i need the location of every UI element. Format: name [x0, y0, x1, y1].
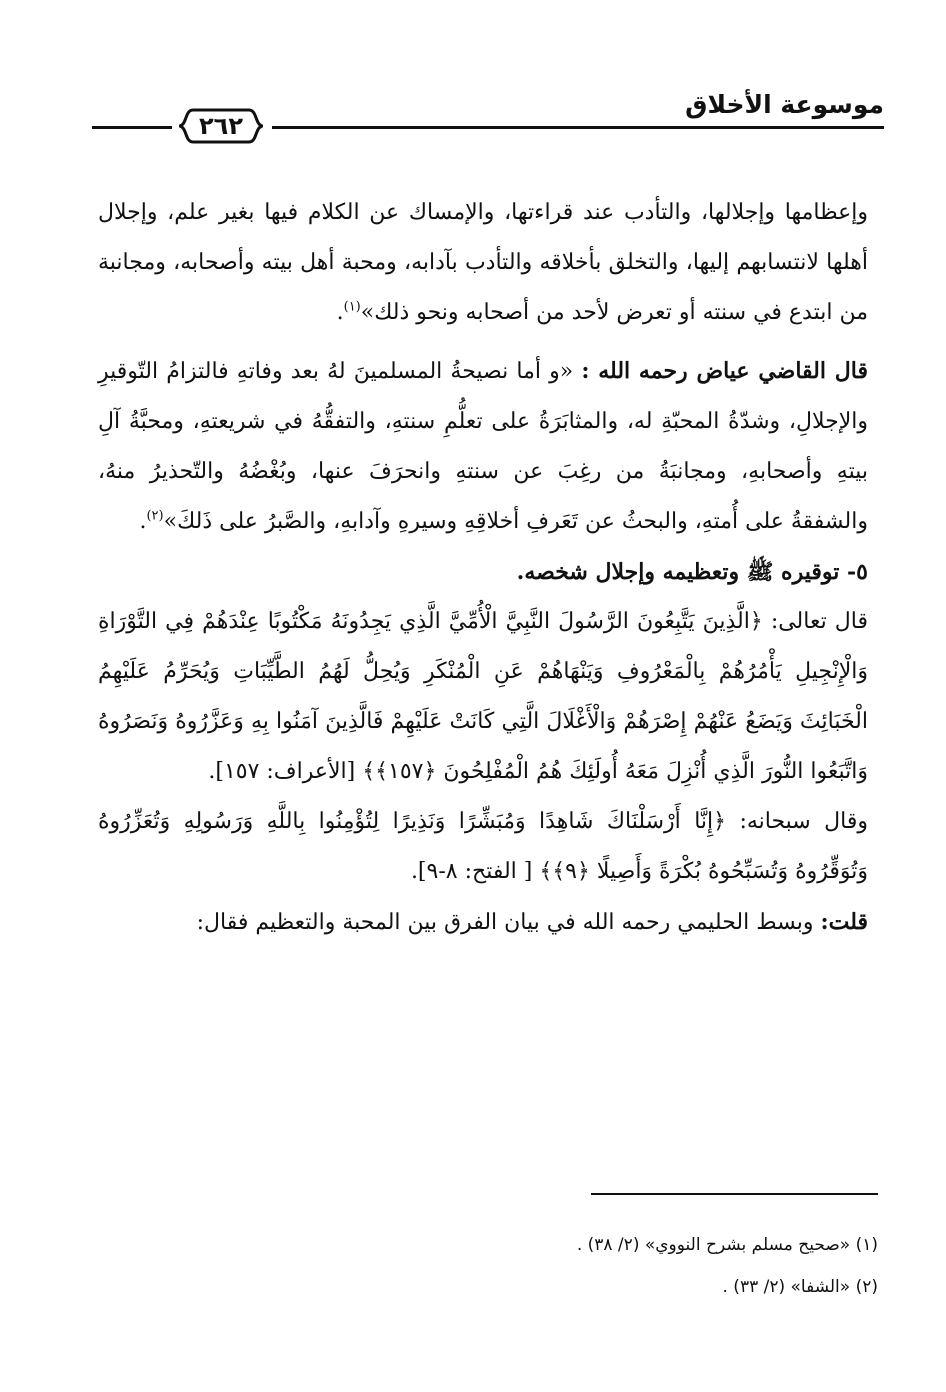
- header-rule-long: [272, 126, 884, 129]
- paragraph-3: [98, 597, 868, 797]
- paragraph-5: [98, 897, 868, 948]
- footnote-separator: [591, 1193, 878, 1195]
- main-text: [98, 188, 868, 948]
- paragraph-4-lead: وقال سبحانه:: [739, 809, 868, 834]
- verse-reference-fath: [ الفتح: ٨-٩].: [410, 859, 540, 884]
- paragraph-2: [98, 346, 868, 547]
- verse-reference-araf: [الأعراف: ١٥٧].: [208, 759, 363, 784]
- section-heading: ٥- توقيره ﷺ وتعظيمه وإجلال شخصه.: [516, 559, 868, 585]
- footnote-2: (٢) «الشفا» (٢/ ٣٣) .: [722, 1277, 878, 1297]
- qultu-lead: قلت:: [820, 909, 868, 935]
- paragraph-1-end: .: [336, 300, 344, 325]
- footnote-ref-1: (١): [343, 299, 361, 315]
- paragraph-3-lead: قال تعالى:: [770, 609, 868, 634]
- footnotes: [98, 1224, 878, 1308]
- quran-verse-fath: ﴿إِنَّا أَرْسَلْنَاكَ شَاهِدًا وَمُبَشِّرًا وَنَذِيرًا لِتُؤْمِنُوا بِاللَّهِ وَرَسُولِهِ وَتُعَزِّرُوهُ وَتُوَقِّرُوهُ وَتُسَبِّحُوهُ بُكْرَةً وَأَصِيلًا ﴿٩﴾﴾: [98, 809, 868, 884]
- paragraph-1: [98, 188, 868, 338]
- paragraph-4: [98, 797, 868, 897]
- header-rule-short: [92, 126, 172, 129]
- page-number: ٢٦٢: [199, 112, 243, 140]
- footnote-ref-2: (٢): [146, 508, 164, 524]
- paragraph-5-text: وبسط الحليمي رحمه الله في بيان الفرق بين المحبة والتعظيم فقال:: [196, 910, 821, 935]
- paragraph-2-end: .: [139, 509, 147, 534]
- qadi-iyad-lead: قال القاضي عياض رحمه الله :: [581, 358, 868, 384]
- footnote-1: (١) «صحيح مسلم بشرح النووي» (٢/ ٣٨) .: [576, 1235, 878, 1255]
- running-title: موسوعة الأخلاق: [685, 90, 884, 119]
- paragraph-2-text: «و أما نصيحةُ المسلمينَ لهُ بعد وفاتهِ فالتزامُ التّوقيرِ والإجلالِ، وشدّةُ المحبّةِ له، والمثابَرَةُ على تعلُّمِ سنتهِ، والتفقُّهُ في شريعتهِ، ومحبَّةُ آلِ بيتهِ وأصحابهِ، ومجانبَةُ من رغِبَ عن سنتهِ وانحرَفَ عنها، وبُغْضُهُ والتّحذيرُ منهُ، والشفقةُ على أُمتهِ، والبحثُ عن تَعَرفِ أخلاقِهِ وسيرهِ وآدابهِ، والصَّبرُ على ذَلكَ»: [98, 359, 868, 534]
- page-number-badge: [179, 104, 263, 148]
- paragraph-1-text: وإعظامها وإجلالها، والتأدب عند قراءتها، والإمساك عن الكلام فيها بغير علم، وإجلال أهلها لانتسابهم إليها، والتخلق بأخلاقه والتأدب بآدابه، ومحبة أهل بيته وأصحابه، ومجانبة من ابتدع في سنته أو تعرض لأحد من أصحابه ونحو ذلك»: [98, 200, 868, 325]
- quran-verse-araf: ﴿الَّذِينَ يَتَّبِعُونَ الرَّسُولَ النَّبِيَّ الْأُمِّيَّ الَّذِي يَجِدُونَهُ مَكْتُوبًا عِنْدَهُمْ فِي التَّوْرَاةِ وَالْإِنْجِيلِ يَأْمُرُهُمْ بِالْمَعْرُوفِ وَيَنْهَاهُمْ عَنِ الْمُنْكَرِ وَيُحِلُّ لَهُمُ الطَّيِّبَاتِ وَيُحَرِّمُ عَلَيْهِمُ الْخَبَائِثَ وَيَضَعُ عَنْهُمْ إِصْرَهُمْ وَالْأَغْلَالَ الَّتِي كَانَتْ عَلَيْهِمْ فَالَّذِينَ آمَنُوا بِهِ وَعَزَّرُوهُ وَنَصَرُوهُ وَاتَّبَعُوا النُّورَ الَّذِي أُنْزِلَ مَعَهُ أُولَئِكَ هُمُ الْمُفْلِحُونَ ﴿١٥٧﴾﴾: [98, 609, 868, 784]
- page-header: [92, 84, 884, 144]
